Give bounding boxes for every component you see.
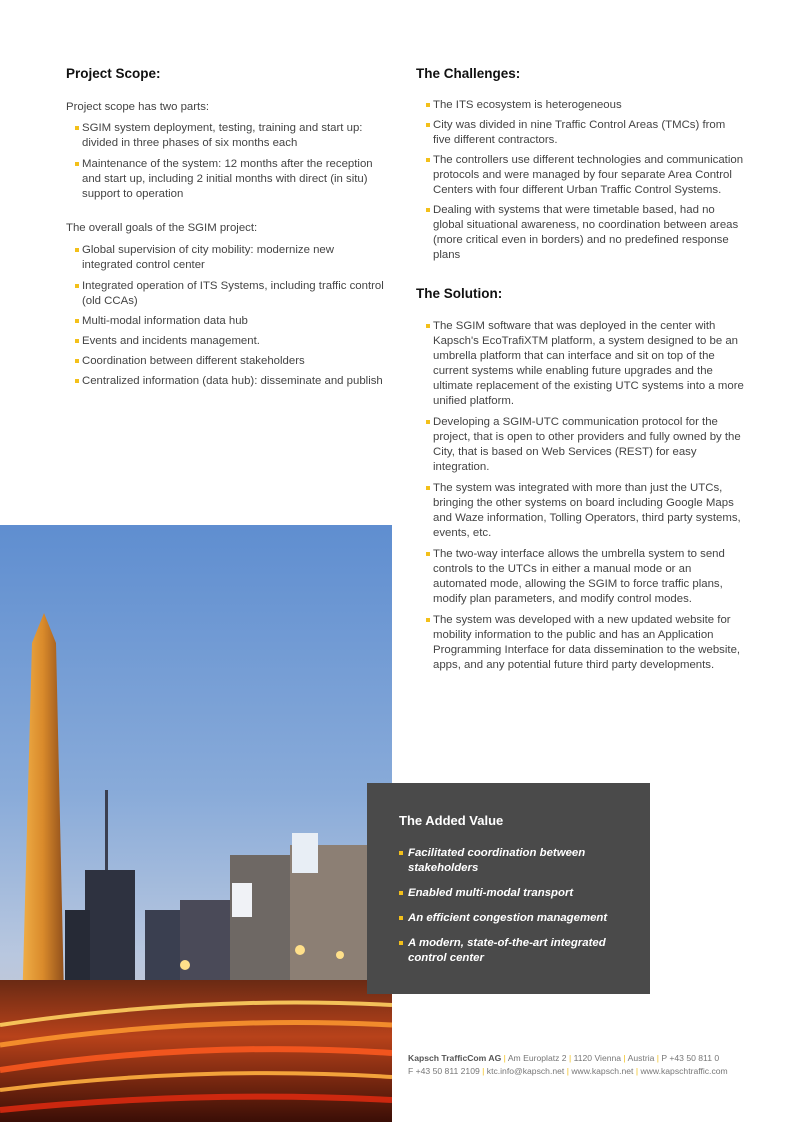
footer-separator: | — [623, 1053, 626, 1063]
added-value-heading: The Added Value — [399, 813, 504, 828]
list-item: Enabled multi-modal transport — [399, 886, 639, 901]
added-value-list — [399, 846, 639, 976]
project-scope-heading: Project Scope: — [66, 66, 161, 81]
list-item: The ITS ecosystem is heterogeneous — [416, 98, 746, 113]
goals-list — [66, 243, 386, 389]
footer-separator: | — [566, 1065, 569, 1076]
project-scope-section — [66, 66, 386, 389]
list-item: City was divided in nine Traffic Control Areas (TMCs) from five different contractors. — [416, 118, 746, 148]
footer-separator: | — [635, 1065, 639, 1076]
list-item: The two-way interface allows the umbrella system to send controls to the UTCs in either a manual mode or an automated mode, allowing the SGIM to force traffic plans, modify plan parameters, and modify control modes. — [416, 547, 746, 607]
list-item: An efficient congestion management — [399, 911, 639, 926]
footer-separator: | — [482, 1065, 485, 1076]
solution-list — [416, 319, 746, 673]
footer-separator: | — [568, 1053, 572, 1063]
list-item: SGIM system deployment, testing, training and start up: divided in three phases of six months each — [66, 121, 386, 151]
list-item: Global supervision of city mobility: modernize new integrated control center — [66, 243, 386, 273]
goals-intro: The overall goals of the SGIM project: — [66, 222, 258, 234]
footer-line-2 — [408, 1065, 768, 1078]
added-value-box — [367, 783, 650, 994]
footer-line-1 — [408, 1052, 768, 1065]
list-item: Events and incidents management. — [66, 334, 386, 349]
list-item: The system was developed with a new updated website for mobility information to the public and has an Application Programming Interface for data dissemination to the website, apps, and any potential future third party developments. — [416, 613, 746, 673]
footer-website-link[interactable]: www.kapsch.net — [571, 1065, 634, 1076]
city-obelisk-photo — [0, 525, 392, 1122]
solution-heading: The Solution: — [416, 286, 503, 301]
list-item: Coordination between different stakeholders — [66, 354, 386, 369]
footer — [408, 1052, 768, 1077]
footer-phone: P +43 50 811 0 — [661, 1053, 720, 1063]
challenges-heading: The Challenges: — [416, 66, 521, 81]
footer-website-link-2[interactable]: www.kapschtraffic.com — [640, 1065, 728, 1076]
footer-city: 1120 Vienna — [573, 1053, 622, 1063]
right-column — [416, 66, 746, 673]
list-item: Maintenance of the system: 12 months after the reception and start up, including 2 initial months with direct (in situ) support to operation — [66, 157, 386, 202]
list-item: Dealing with systems that were timetable based, had no global situational awareness, no coordination between areas (more critical even in borders) and no predefined response plans — [416, 203, 746, 263]
list-item: Centralized information (data hub): disseminate and publish — [66, 374, 386, 389]
footer-country: Austria — [627, 1053, 655, 1063]
list-item: The system was integrated with more than just the UTCs, bringing the other systems on board including Google Maps and Waze information, Tolling Operators, third party systems, events, etc. — [416, 481, 746, 541]
footer-company: Kapsch TrafficCom AG — [408, 1053, 502, 1063]
list-item: The SGIM software that was deployed in the center with Kapsch's EcoTrafiXTM platform, a system designed to be an umbrella platform that can interface and sit on top of the current systems while enabling future upgrades and the ultimate replacement of the existing UTC systems into a more unified platform. — [416, 319, 746, 409]
list-item: Multi-modal information data hub — [66, 314, 386, 329]
footer-separator: | — [656, 1053, 660, 1063]
list-item: Developing a SGIM-UTC communication protocol for the project, that is open to other providers and fully owned by the City, that is based on Web Services (REST) for easy integration. — [416, 415, 746, 475]
scope-intro: Project scope has two parts: — [66, 101, 210, 113]
footer-separator: | — [503, 1053, 506, 1063]
scope-parts-list — [66, 121, 386, 202]
footer-address: Am Europlatz 2 — [507, 1053, 567, 1063]
footer-fax: F +43 50 811 2109 — [408, 1065, 480, 1076]
list-item: Facilitated coordination between stakeholders — [399, 846, 639, 876]
challenges-list — [416, 98, 746, 263]
list-item: The controllers use different technologies and communication protocols and were managed by four separate Area Control Centers with four different Urban Traffic Control Systems. — [416, 153, 746, 198]
list-item: A modern, state-of-the-art integrated control center — [399, 936, 639, 966]
list-item: Integrated operation of ITS Systems, including traffic control (old CCAs) — [66, 279, 386, 309]
footer-email-link[interactable]: ktc.info@kapsch.net — [486, 1065, 565, 1076]
